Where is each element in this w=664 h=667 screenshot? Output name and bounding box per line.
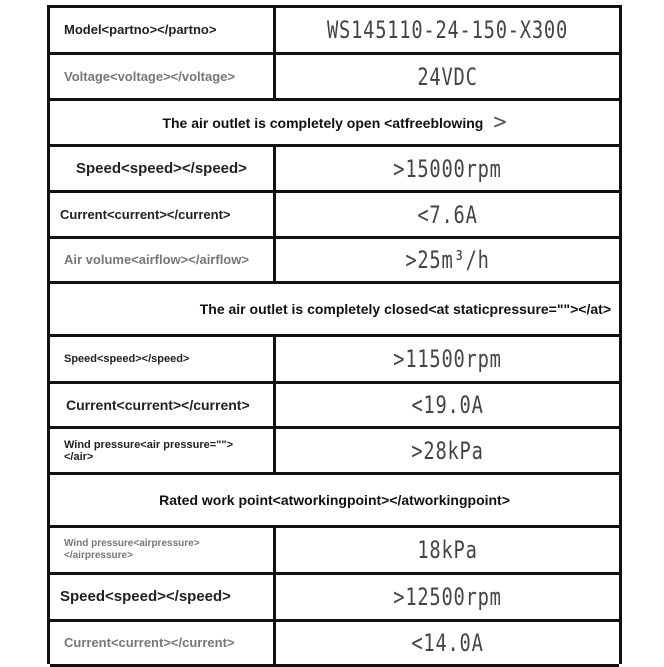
greater-than-mark: >: [493, 110, 507, 135]
row-label: Current<current></current>: [50, 193, 276, 236]
row-label: Speed<speed></speed>: [50, 147, 276, 190]
table-row: [50, 429, 619, 475]
section-header: [50, 284, 619, 337]
row-value: <7.6A: [417, 200, 478, 229]
row-value: 24VDC: [417, 62, 478, 91]
section-header-label: The air outlet is completely open <atfreeblowing: [162, 114, 484, 131]
row-label: Wind pressure<airpressure></airpressure>: [50, 528, 276, 572]
row-value: <19.0A: [411, 391, 484, 419]
table-row: [50, 239, 619, 284]
row-label: Current<current></current>: [50, 384, 276, 426]
row-value: >11500rpm: [393, 345, 502, 373]
table-row: [50, 8, 619, 55]
table-row: [50, 622, 619, 667]
row-label: Speed<speed></speed>: [50, 337, 276, 381]
row-value: >28kPa: [411, 436, 484, 465]
section-header: [50, 475, 619, 528]
table-row: [50, 337, 619, 384]
row-label: Speed<speed></speed>: [50, 575, 276, 619]
table-row: [50, 147, 619, 193]
section-header-text: [50, 101, 619, 144]
row-label: Air volume<airflow></airflow>: [50, 239, 276, 281]
row-label: Voltage<voltage></voltage>: [50, 55, 276, 98]
section-header-text: The air outlet is completely closed<at staticpressure=""></at>: [199, 301, 611, 317]
row-value: <14.0A: [411, 629, 484, 657]
row-label: Current<current></current>: [50, 622, 276, 664]
row-label: Wind pressure<air pressure=""></air>: [50, 429, 276, 472]
row-label: Model<partno></partno>: [50, 8, 276, 52]
table-row: [50, 193, 619, 239]
row-value: >25m³/h: [405, 246, 490, 274]
row-value: >12500rpm: [393, 583, 502, 611]
row-value: >15000rpm: [393, 154, 502, 183]
section-header: [50, 101, 619, 147]
table-row: [50, 384, 619, 429]
table-row: [50, 55, 619, 101]
row-value: WS145110-24-150-X300: [326, 16, 568, 44]
row-value: 18kPa: [417, 536, 478, 564]
section-header-text: Rated work point<atworkingpoint></atworkingpoint>: [159, 492, 510, 508]
table-row: [50, 528, 619, 575]
spec-table: [47, 5, 622, 664]
table-row: [50, 575, 619, 622]
